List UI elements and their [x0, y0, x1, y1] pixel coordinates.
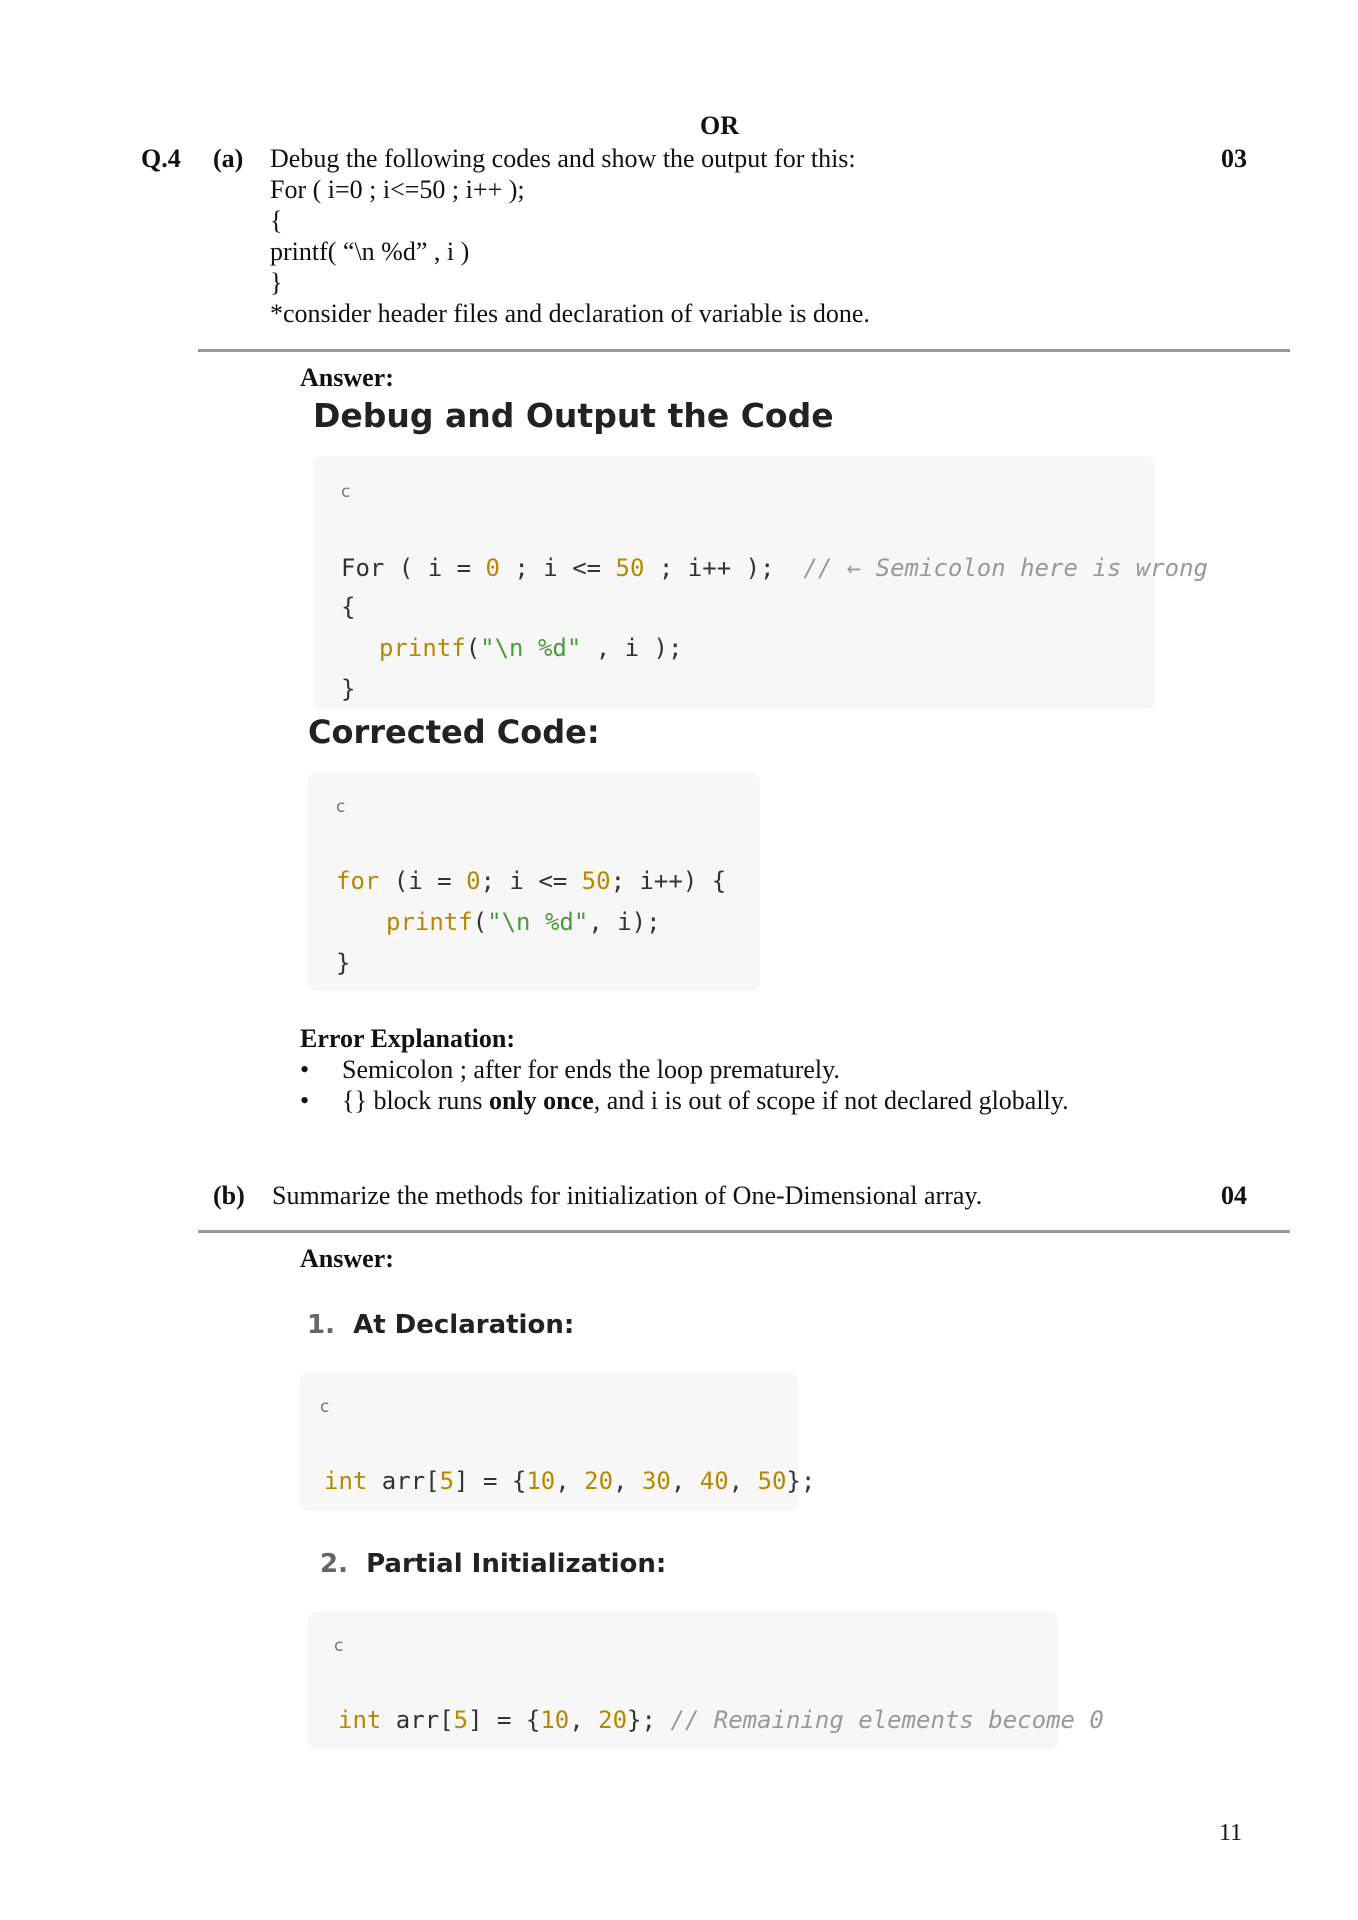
list-item: • Semicolon ; after for ends the loop prematurely. [300, 1054, 1069, 1085]
code-comment: // ← Semicolon here is wrong [803, 554, 1208, 582]
part-a-label: (a) [213, 144, 244, 173]
code-line: { [341, 593, 356, 621]
answer-heading: Debug and Output the Code [313, 396, 834, 435]
list-item: • {} block runs only once, and i is out of scope if not declared globally. [300, 1085, 1069, 1116]
code-block-original [313, 456, 1208, 709]
prompt-line: } [270, 268, 283, 297]
code-line: for (i = 0; i <= 50; i++) { [336, 867, 727, 895]
prompt-line: printf( “\n %d” , i ) [270, 237, 470, 266]
method-1-heading: 1. At Declaration: [307, 1310, 575, 1340]
code-line: } [336, 949, 351, 977]
error-list [300, 1054, 1069, 1116]
code-line: printf("\n %d" , i ); [379, 634, 683, 662]
code-block-partial [308, 1612, 1104, 1750]
code-lang-label: c [336, 797, 346, 817]
page-number: 11 [1219, 1820, 1243, 1846]
part-b-marks: 04 [1221, 1181, 1247, 1210]
question-number: Q.4 [141, 144, 181, 173]
code-block-corrected [308, 773, 760, 991]
code-lang-label: c [341, 482, 351, 502]
corrected-heading: Corrected Code: [308, 713, 600, 751]
prompt-line: { [270, 206, 283, 235]
prompt-line: For ( i=0 ; i<=50 ; i++ ); [270, 175, 525, 204]
code-lang-label: c [320, 1397, 330, 1417]
or-label: OR [700, 111, 739, 140]
part-b-prompt: Summarize the methods for initialization of One-Dimensional array. [272, 1181, 983, 1210]
divider [198, 1230, 1290, 1233]
divider [198, 349, 1290, 352]
code-line: printf("\n %d", i); [386, 908, 661, 936]
code-block-declaration [300, 1373, 816, 1511]
code-line: } [341, 675, 356, 703]
part-b-label: (b) [213, 1181, 245, 1210]
prompt-line: *consider header files and declaration of variable is done. [270, 299, 870, 328]
prompt-line: Debug the following codes and show the output for this: [270, 144, 856, 173]
part-a-marks: 03 [1221, 144, 1247, 173]
code-comment: // Remaining elements become 0 [670, 1706, 1104, 1734]
method-2-heading: 2. Partial Initialization: [320, 1549, 667, 1579]
answer-label-b: Answer: [300, 1244, 394, 1273]
error-heading: Error Explanation: [300, 1024, 516, 1053]
code-line: int arr[5] = {10, 20, 30, 40, 50}; [324, 1467, 816, 1495]
code-line: int arr[5] = {10, 20}; // Remaining elements become 0 [338, 1706, 1104, 1734]
part-a-prompt [270, 143, 870, 329]
code-lang-label: c [334, 1636, 344, 1656]
answer-label-a: Answer: [300, 363, 394, 392]
code-line: For ( i = 0 ; i <= 50 ; i++ ); // ← Semicolon here is wrong [341, 554, 1208, 582]
